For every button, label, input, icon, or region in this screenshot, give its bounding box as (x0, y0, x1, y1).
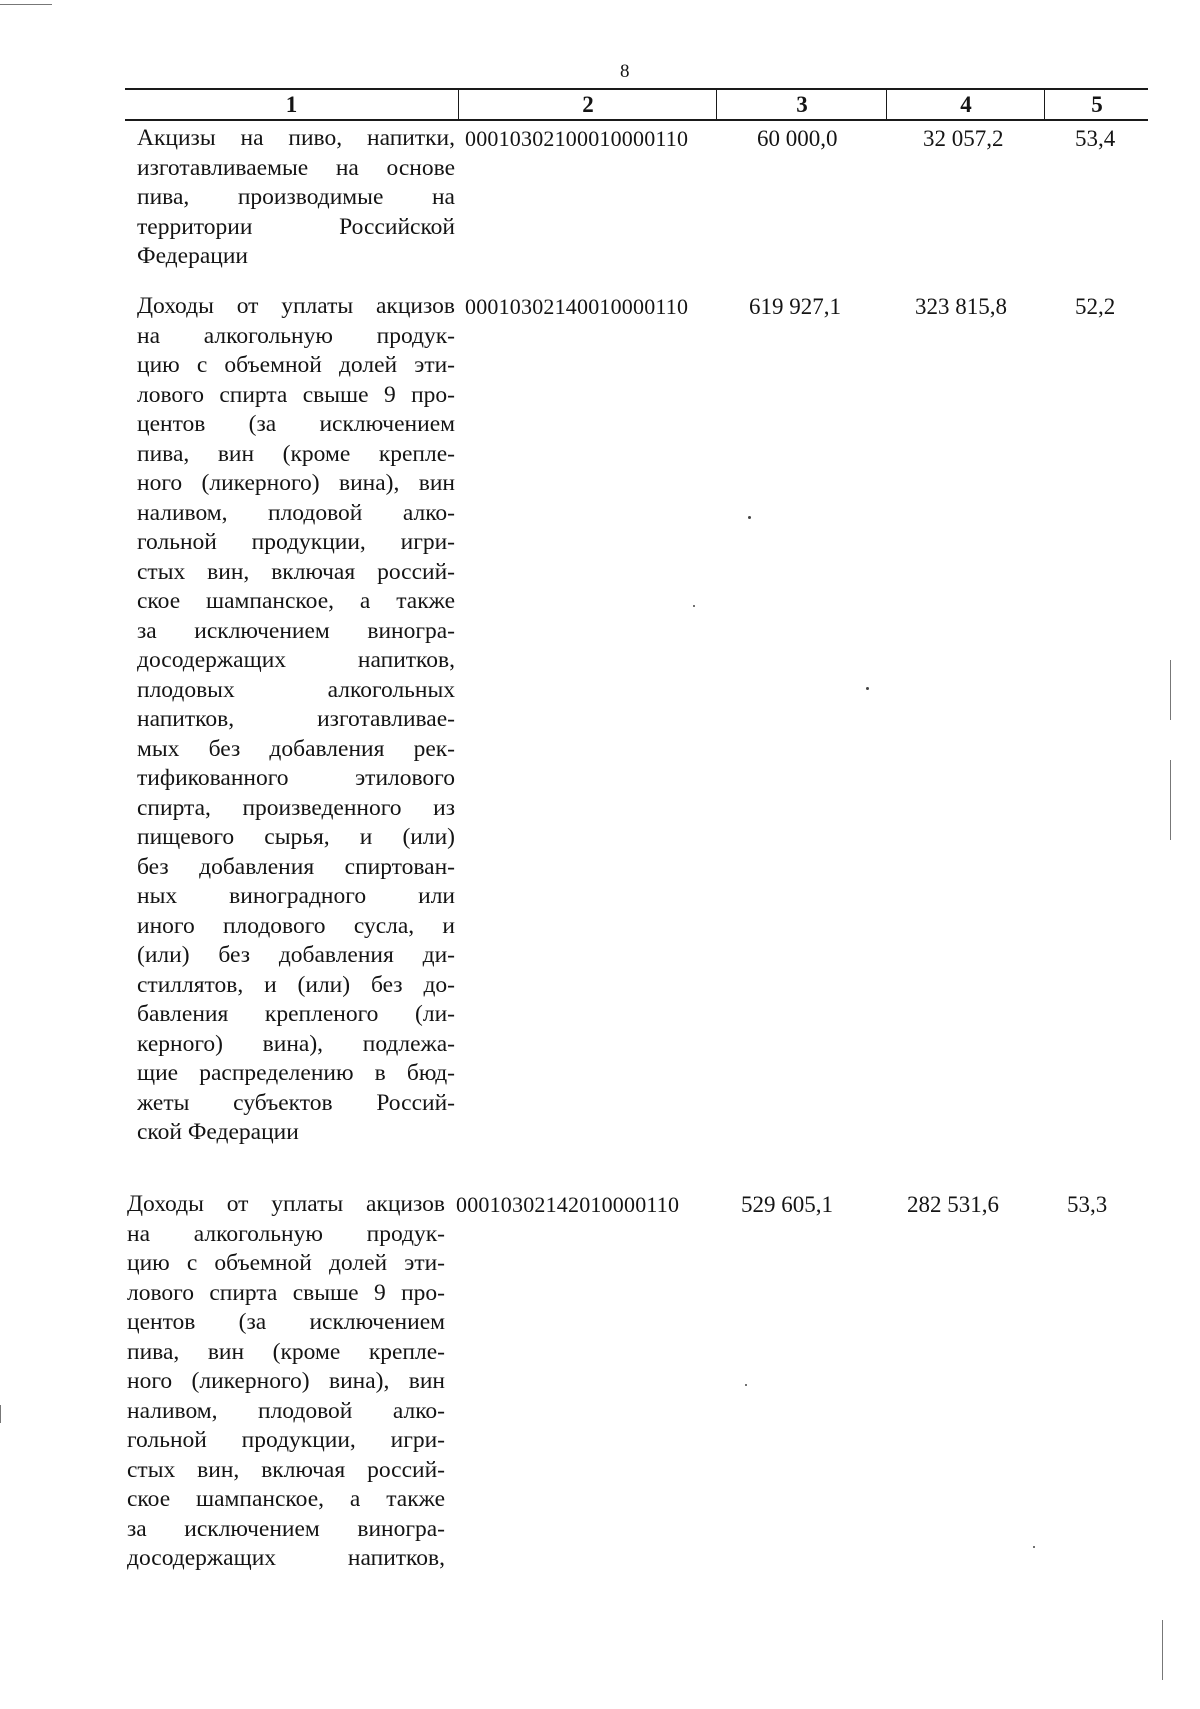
description-line: ного (ликерного) вина), вин (127, 1368, 445, 1394)
description-line: спирта, произведенного из (137, 794, 455, 821)
description-line: стых вин, включая россий- (127, 1456, 445, 1483)
description-line: изготавливаемые на основе (137, 154, 455, 181)
description-line: за исключением виногра- (127, 1515, 445, 1542)
row-actual: 282 531,6 (907, 1192, 999, 1217)
scan-edge-mark (1162, 1620, 1163, 1680)
description-line: Федерации (137, 243, 248, 269)
description-line: керного) вина), подлежа- (137, 1030, 455, 1057)
row-code: 00010302100010000110 (465, 126, 689, 151)
description-line: напитков, изготавливае- (137, 706, 455, 732)
row-percent: 53,3 (1067, 1192, 1108, 1217)
scan-speck (748, 516, 751, 519)
row-plan: 60 000,0 (757, 126, 838, 151)
header-col-3: 3 (716, 90, 887, 121)
description-line: наливом, плодовой алко- (137, 499, 455, 526)
description-line: пива, вин (кроме крепле- (137, 440, 455, 467)
description-line: цию с объемной долей эти- (127, 1250, 445, 1276)
description-line: лового спирта свыше 9 про- (137, 381, 455, 408)
description-line: иного плодового сусла, и (137, 912, 455, 939)
row-code: 00010302142010000110 (456, 1192, 680, 1217)
row-percent: 53,4 (1075, 126, 1116, 151)
description-line: досодержащих напитков, (137, 647, 455, 673)
header-col-2: 2 (458, 90, 717, 121)
row-description (137, 292, 455, 1148)
description-line: стиллятов, и (или) без до- (137, 971, 455, 998)
description-line: щие распределению в бюд- (137, 1060, 455, 1086)
header-col-4: 4 (886, 90, 1045, 121)
description-line: пива, производимые на (137, 184, 455, 210)
row-description (127, 1190, 445, 1574)
row-code: 00010302140010000110 (465, 294, 689, 319)
description-line: лового спирта свыше 9 про- (127, 1279, 445, 1306)
scan-speck (745, 1384, 747, 1386)
header-col-1: 1 (285, 92, 298, 117)
scan-edge-mark (0, 1405, 1, 1423)
row-actual: 32 057,2 (923, 126, 1004, 151)
scan-speck (693, 605, 695, 607)
row-plan: 529 605,1 (741, 1192, 833, 1217)
scan-speck (866, 687, 869, 690)
description-line: ных виноградного или (137, 883, 455, 909)
row-plan: 619 927,1 (749, 294, 841, 319)
description-line: мых без добавления рек- (137, 735, 455, 762)
scan-edge-mark (1170, 660, 1171, 720)
description-line: пива, вин (кроме крепле- (127, 1338, 445, 1365)
row-description (137, 124, 455, 272)
description-line: на алкогольную продук- (137, 322, 455, 349)
description-line: досодержащих напитков, (127, 1545, 445, 1571)
description-line: ское шампанское, а также (137, 588, 455, 614)
description-line: плодовых алкогольных (137, 676, 455, 703)
description-line: Доходы от уплаты акцизов (137, 293, 455, 319)
description-line: ское шампанское, а также (127, 1486, 445, 1512)
description-line: гольной продукции, игри- (137, 529, 455, 555)
description-line: (или) без добавления ди- (137, 942, 455, 968)
row-percent: 52,2 (1075, 294, 1116, 319)
description-line: пищевого сырья, и (или) (137, 824, 455, 850)
description-line: гольной продукции, игри- (127, 1427, 445, 1453)
table-header-row (125, 88, 1148, 121)
description-line: без добавления спиртован- (137, 853, 455, 880)
description-line: Доходы от уплаты акцизов (127, 1191, 445, 1217)
description-line: Акцизы на пиво, напитки, (137, 125, 455, 151)
scan-speck (1033, 1546, 1035, 1548)
description-line: территории Российской (137, 213, 455, 240)
header-col-5: 5 (1044, 90, 1149, 121)
scan-edge-mark (1170, 760, 1171, 840)
description-line: на алкогольную продук- (127, 1220, 445, 1247)
page-number: 8 (620, 61, 630, 82)
description-line: стых вин, включая россий- (137, 558, 455, 585)
description-line: тификованного этилового (137, 765, 455, 791)
description-line: бавления крепленого (ли- (137, 1001, 455, 1027)
row-actual: 323 815,8 (915, 294, 1007, 319)
description-line: наливом, плодовой алко- (127, 1397, 445, 1424)
description-line: цию с объемной долей эти- (137, 352, 455, 378)
description-line: ного (ликерного) вина), вин (137, 470, 455, 496)
description-line: за исключением виногра- (137, 617, 455, 644)
description-line: ской Федерации (137, 1119, 299, 1145)
scan-edge-mark (0, 4, 52, 5)
description-line: центов (за исключением (127, 1309, 445, 1335)
description-line: центов (за исключением (137, 411, 455, 437)
description-line: жеты субъектов Россий- (137, 1089, 455, 1116)
